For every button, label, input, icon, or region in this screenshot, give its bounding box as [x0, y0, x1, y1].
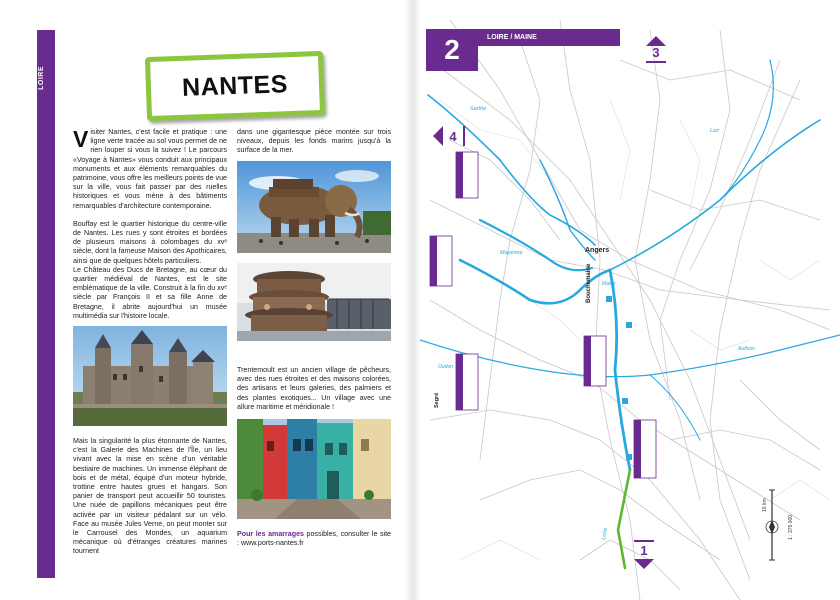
nav-left-4[interactable] — [433, 126, 467, 146]
label-loire: Loire — [601, 527, 610, 541]
intro-paragraph — [73, 128, 227, 211]
column-2-middle — [237, 366, 391, 412]
nav-down-overline — [634, 540, 654, 542]
nav-left-divider — [463, 126, 465, 146]
nav-up-3[interactable] — [646, 36, 666, 64]
label-oudon: Oudon — [438, 364, 454, 370]
label-sarthe: Sarthe — [470, 106, 487, 112]
houses-photo — [237, 419, 391, 519]
ports-bold: Pour les amarrages — [237, 530, 304, 538]
lock-marker — [626, 454, 632, 460]
trentemoult-paragraph: Trentemoult est un ancien village de pêcheurs, avec des rues étroites et des maisons colorées, des artisans et leurs galeries, des palmiers et des plantes exotiques... Un village avec une allure maritime et méridionale ! — [237, 366, 391, 411]
castle-photo — [73, 326, 227, 426]
label-segre: Segré — [434, 392, 440, 408]
lock-marker — [606, 296, 612, 302]
label-maine: Maine — [602, 281, 616, 287]
carousel-photo — [237, 263, 391, 341]
section-title: LOIRE / MAINE — [478, 29, 620, 46]
chateau-paragraph: Le Château des Ducs de Bretagne, au cœur du quartier médiéval de Nantes, est le site emblématique de la ville. Construit à la fin du xvᵉ siècle par François II et sa fille Anne de Bretagne, il abrite aujourd'hui un musée multimédia sur l'histoire locale. — [73, 265, 227, 320]
nav-down-label: 1 — [640, 543, 648, 558]
nav-left-label: 4 — [449, 129, 457, 144]
page-title: NANTES — [181, 69, 289, 102]
label-bouchemaine: Bouchemaine — [586, 263, 592, 303]
column-1-top — [73, 128, 227, 321]
scale-label: 15 km — [762, 498, 768, 512]
ports-paragraph — [237, 530, 391, 548]
intro-text: isiter Nantes, c'est facile et pratique : une ligne verte tracée au sol vous permet de ne rien louper si vous la suivez ! Le parcours «Voyage à Nantes» vous conduit aux principaux monuments et aux éléments remarquables du patrimoine, vous offre les meilleurs points de vue sur la ville, vous fait passer par des ruelles historiques et vous mène à des bâtiments remarquables d'architecture contemporaine. — [73, 128, 227, 210]
label-angers: Angers — [585, 247, 610, 254]
nav-up-label: 3 — [652, 45, 660, 60]
spine-shadow — [405, 0, 421, 600]
scale-ratio: 1 : 375 000 — [788, 514, 794, 540]
column-1-bottom — [73, 437, 227, 557]
lock-marker — [622, 398, 628, 404]
drop-cap: V — [73, 126, 89, 152]
column-2-bottom — [237, 530, 391, 548]
section-number: 2 — [426, 29, 478, 71]
carrousel-paragraph: dans une gigantesque pièce montée sur trois niveaux, depuis les fonds marins jusqu'à la surface de la mer. — [237, 128, 391, 155]
bouffay-paragraph: Bouffay est le quartier historique du centre-ville de Nantes. Les rues y sont étroites et bordées de plusieurs maisons à colombages du xvᵉ siècle, dont la fameuse Maison des Apothicaires, ainsi que de quelques hôtels particuliers. — [73, 219, 227, 265]
side-label: LOIRE — [38, 66, 45, 90]
label-mayenne: Mayenne — [500, 250, 523, 256]
ports-text: possibles, consulter le site : www.ports-nantes.fr — [237, 530, 391, 548]
arrow-left-icon — [433, 126, 443, 146]
elephant-photo — [237, 161, 391, 253]
machines-paragraph: Mais la singularité la plus étonnante de Nantes, c'est la Galerie des Machines de l'Île, un lieu vivant avec la mise en scène d'un véritable bestiaire de machines. Un immense éléphant de bois et de métal, équipé d'un moteur hybride, trottine entre hautes grues et hangars. Son panier de transport peut accueillir 50 touristes. Une nuée de papillons mécaniques peut être activée par un visiteur pédalant sur un vélo. Face au musée Jules Verne, on peut monter sur le Carrousel des Mondes, un aquarium mécanique où d'étranges créatures marines tournent — [73, 437, 227, 556]
label-loir: Loir — [710, 128, 720, 134]
column-2-top — [237, 128, 391, 156]
lock-marker — [626, 322, 632, 328]
title-box — [145, 51, 325, 121]
nav-down-1[interactable] — [634, 540, 654, 570]
label-authion: Authion — [738, 346, 755, 352]
map — [420, 0, 840, 600]
side-bar — [37, 30, 55, 578]
arrow-down-icon — [634, 559, 654, 569]
nav-up-underline — [646, 61, 666, 63]
